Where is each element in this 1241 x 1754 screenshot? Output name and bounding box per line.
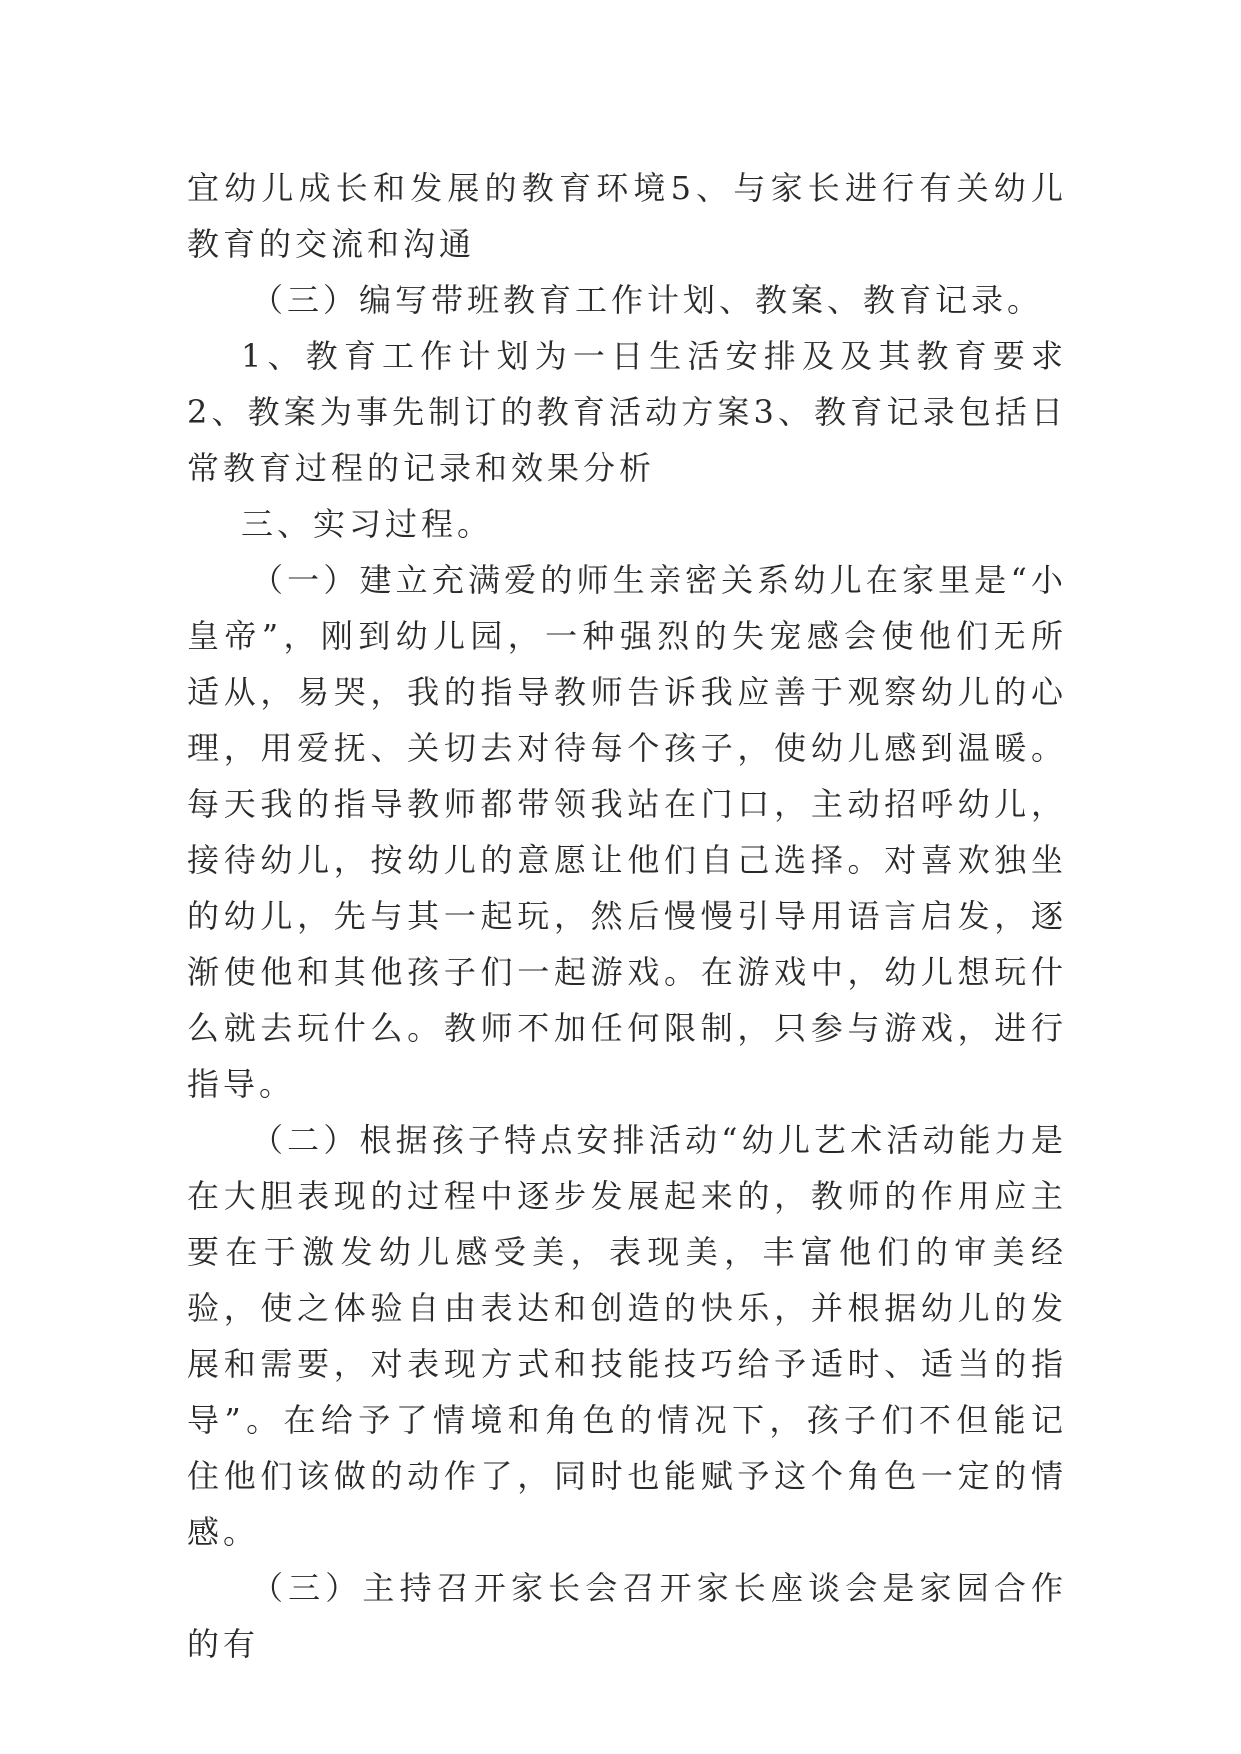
- paragraph-parent-meeting: （三）主持召开家长会召开家长座谈会是家园合作的有: [187, 1569, 1067, 1663]
- paragraph-teacher-student-relationship: （一）建立充满爱的师生亲密关系幼儿在家里是“小皇帝”，刚到幼儿园，一种强烈的失宠感会使他们无所适从，易哭，我的指导教师告诉我应善于观察幼儿的心理，用爱抚、关切去对待每个孩子，使幼儿感到温暖。每天我的指导教师都带领我站在门口，主动招呼幼儿，接待幼儿，按幼儿的意愿让他们自己选择。对喜欢独坐的幼儿，先与其一起玩，然后慢慢引导用语言启发，逐渐使他和其他孩子们一起游戏。在游戏中，幼儿想玩什么就去玩什么。教师不加任何限制，只参与游戏，进行指导。: [187, 561, 1067, 1103]
- paragraph-arrange-activities: （二）根据孩子特点安排活动“幼儿艺术活动能力是在大胆表现的过程中逐步发展起来的，教师的作用应主要在于激发幼儿感受美，表现美，丰富他们的审美经验，使之体验自由表达和创造的快乐，并根据幼儿的发展和需要，对表现方式和技能技巧给予适时、适当的指导”。在给予了情境和角色的情况下，孩子们不但能记住他们该做的动作了，同时也能赋予这个角色一定的情感。: [187, 1121, 1067, 1551]
- paragraph-plan-items: 1、教育工作计划为一日生活安排及及其教育要求2、教案为事先制订的教育活动方案3、教育记录包括日常教育过程的记录和效果分析: [187, 337, 1067, 487]
- paragraph-continuation: 宜幼儿成长和发展的教育环境5、与家长进行有关幼儿教育的交流和沟通: [187, 169, 1067, 263]
- paragraph-heading-internship-process: 三、实习过程。: [241, 505, 494, 543]
- document-body: [187, 160, 1067, 1672]
- paragraph-section-heading-3: （三）编写带班教育工作计划、教案、教育记录。: [251, 281, 1044, 319]
